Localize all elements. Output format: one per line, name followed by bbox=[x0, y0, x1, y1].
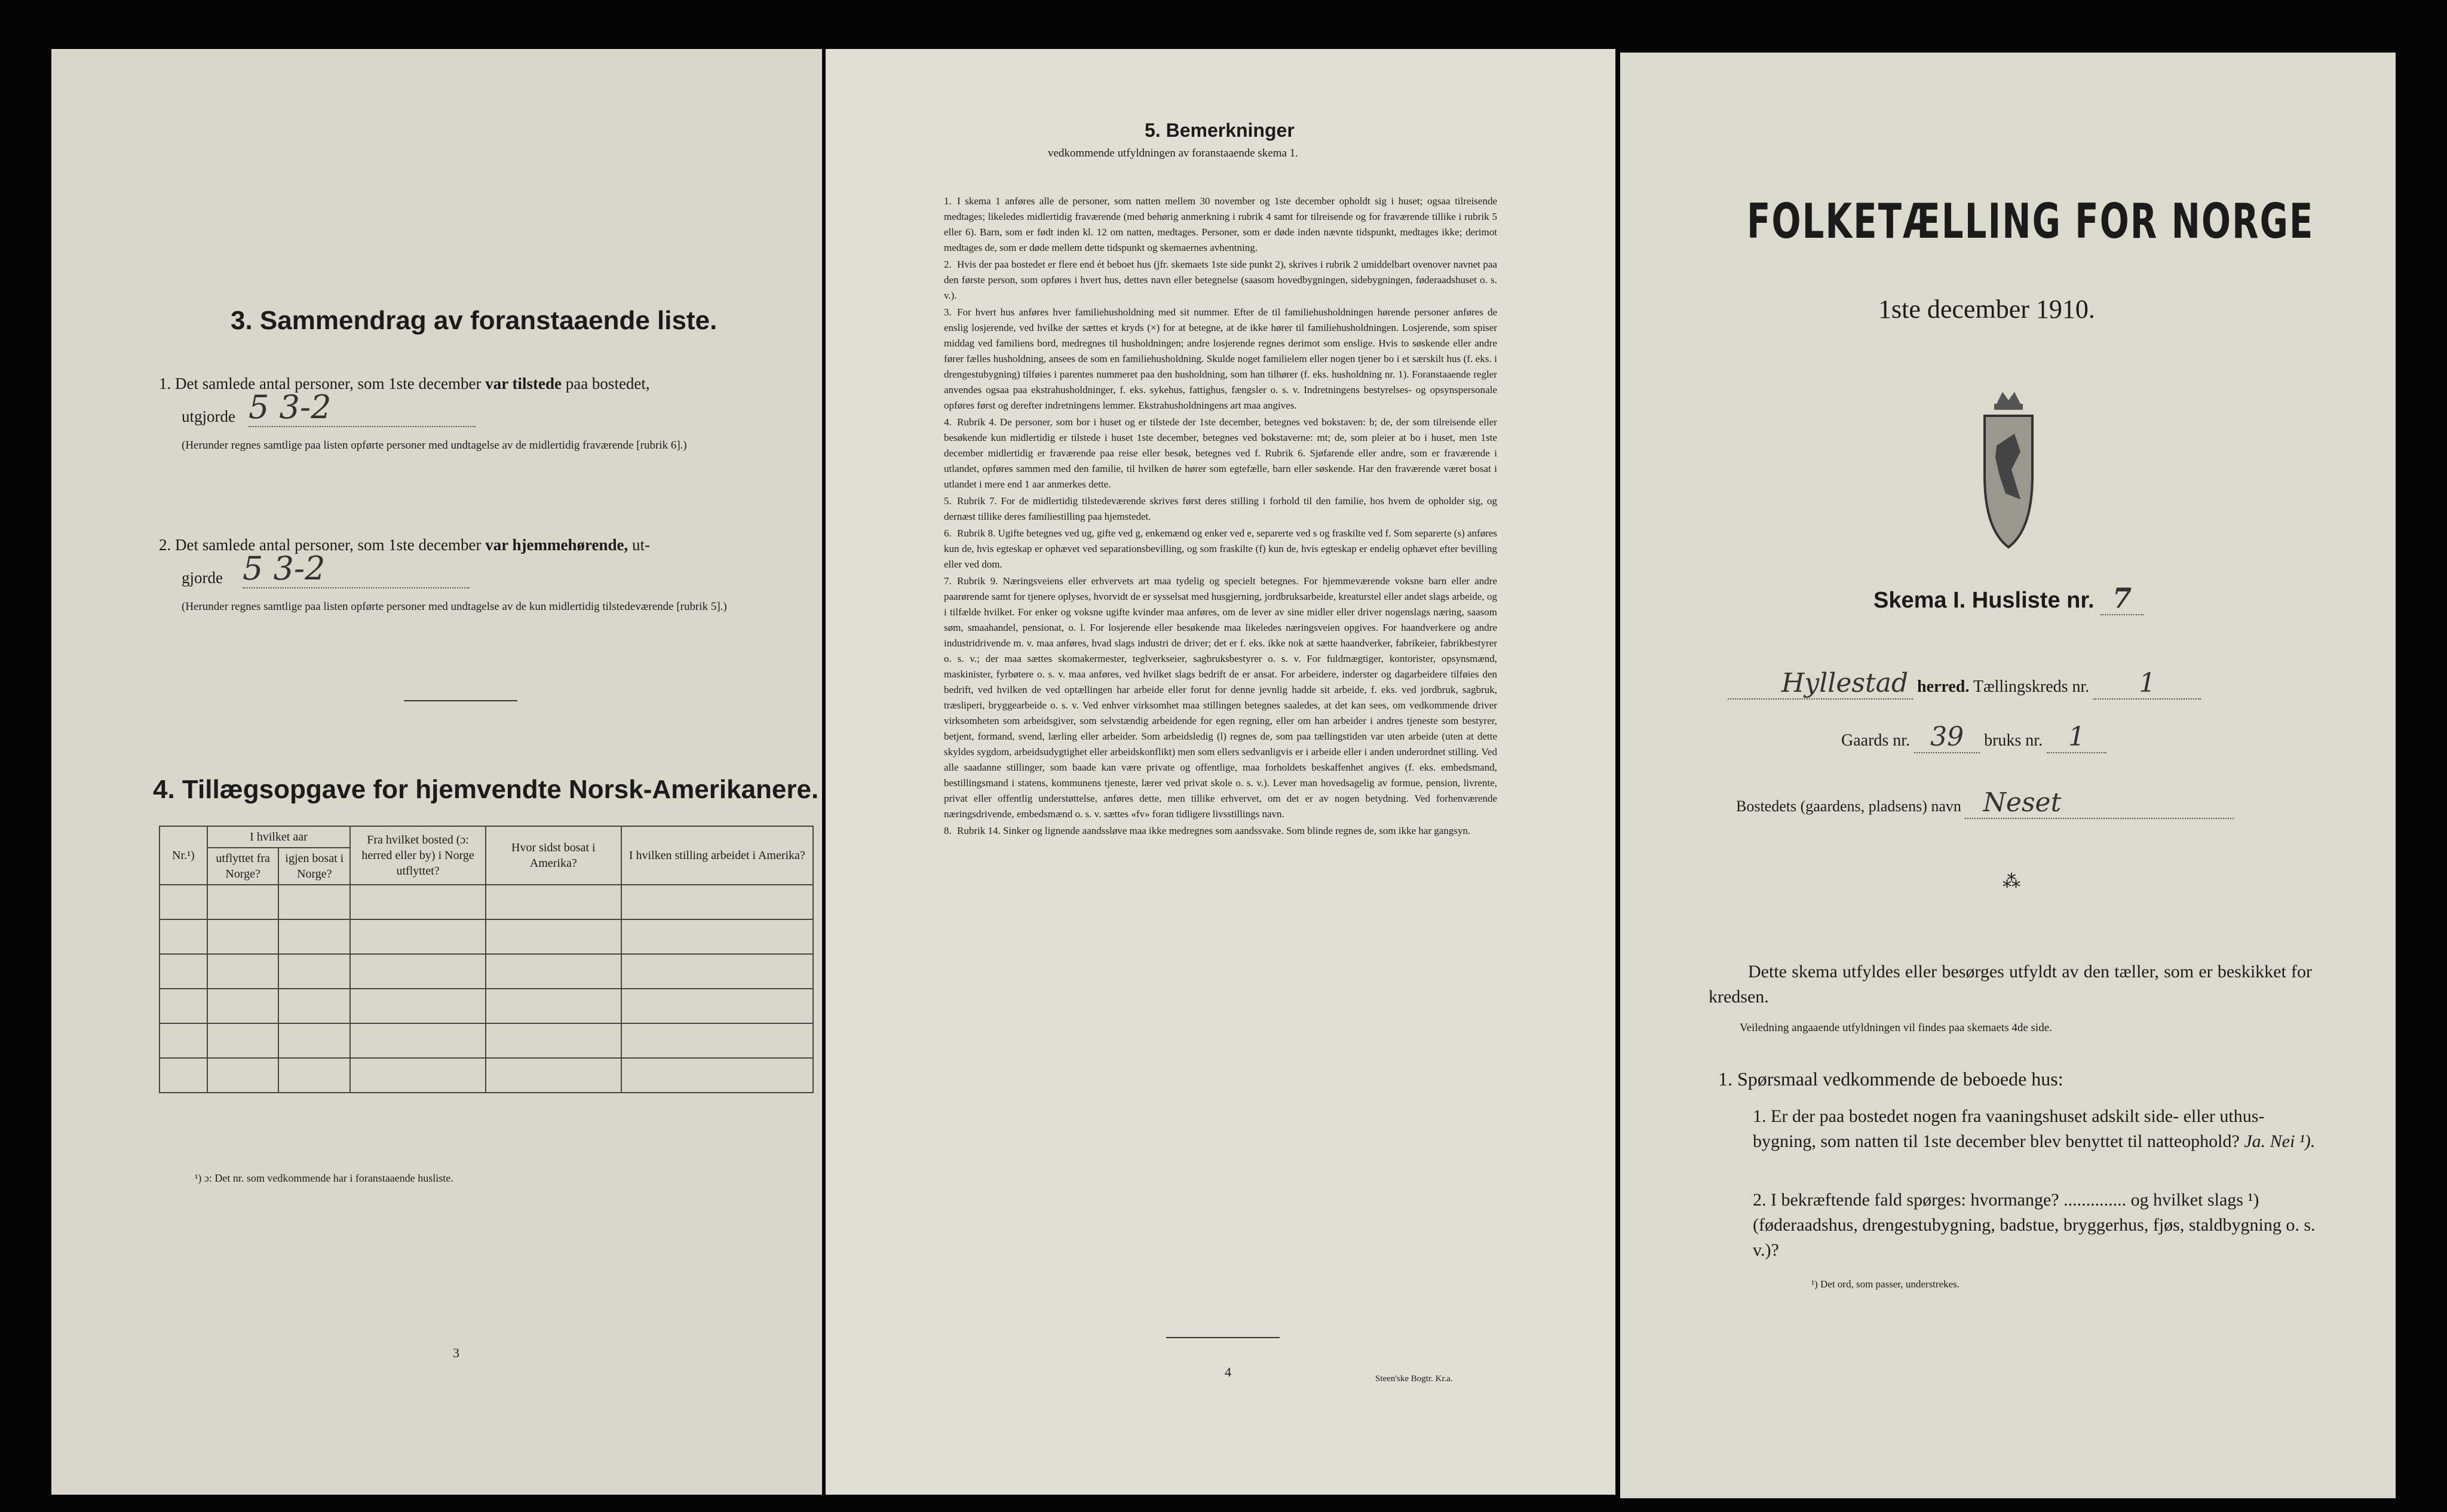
table-row bbox=[160, 1058, 813, 1093]
gaards-value: 39 bbox=[1914, 722, 1980, 753]
herred-row: Hyllestad herred. Tællingskreds nr. 1 bbox=[1728, 668, 2325, 700]
remarks-subtitle: vedkommende utfyldningen av foranstaaende skema 1. bbox=[1048, 147, 1298, 160]
item2-note: (Herunder regnes samtlige paa listen opførte personer med undtagelse av de kun midlertidig tilstedeværende [rubrik 5].) bbox=[182, 600, 727, 613]
census-date: 1ste december 1910. bbox=[1878, 295, 2095, 324]
guide-note: Veiledning angaaende utfyldningen vil findes paa skemaets 4de side. bbox=[1740, 1022, 2052, 1034]
remarks-list bbox=[944, 194, 1497, 840]
item1-utgjorde-label: utgjorde bbox=[182, 407, 235, 425]
bosted-value: Neset bbox=[1965, 787, 2234, 819]
remark-8: 8. Rubrik 14. Sinker og lignende aandssløve maa ikke medregnes som aandssvake. Som blinde regnes de, som ikke har gangsyn. bbox=[944, 825, 1471, 836]
col-stilling: I hvilken stilling arbeidet i Amerika? bbox=[621, 826, 813, 885]
item1-note: (Herunder regnes samtlige paa listen opførte personer med undtagelse av de midlertidig fraværende [rubrik 6].) bbox=[182, 439, 687, 452]
gaards-row: Gaards nr. 39 bruks nr. 1 bbox=[1841, 722, 2106, 753]
page-left bbox=[51, 49, 822, 1495]
remark-4: 4. Rubrik 4. De personer, som bor i huset og er tilstede der 1ste december, betegnes ved bokstaven: b; de, der som tilreisende eller besøkende kun midlertidig er tilstede i huset 1ste december, betegnes ved bokstaverne: mt; de, som pleier at bo i huset, men 1ste december midlertidig er fraværende paa reise eller besøk, betegnes ved f. Rubrik 6. Sjøfarende eller andre, som er fraværende i utlandet, opføres sammen med den familie, til hvilken de hører som egtefælle, barn eller søskende. Har den fraværende været bosat i utlandet i mere end 1 aar anmerkes dette. bbox=[944, 416, 1497, 490]
table-row bbox=[160, 954, 813, 989]
page-number-4: 4 bbox=[1225, 1364, 1231, 1379]
question-1: 1. Er der paa bostedet nogen fra vaaningshuset adskilt side- eller uthus-bygning, som natten til 1ste december blev benyttet til natteophold? Ja. Nei ¹). bbox=[1753, 1106, 2316, 1151]
section4-footnote: ¹) ɔ: Det nr. som vedkommende har i foranstaaende husliste. bbox=[195, 1172, 453, 1184]
remark-5: 5. Rubrik 7. For de midlertidig tilstedeværende skrives først deres stilling i forhold til den familie, hos hvem de opholder sig, og dernæst tillike deres familiestilling paa hjemstedet. bbox=[944, 495, 1497, 522]
page-number-3: 3 bbox=[453, 1345, 459, 1360]
coat-of-arms-icon bbox=[1979, 380, 2038, 559]
herred-value: Hyllestad bbox=[1728, 668, 1913, 700]
printer-mark: Steen'ske Bogtr. Kr.a. bbox=[1375, 1374, 1453, 1384]
instruction-text: Dette skema utfyldes eller besørges utfyldt av den tæller, som er beskikket for kredsen. bbox=[1709, 962, 2312, 1007]
question-2: 2. I bekræftende fald spørges: hvormange? .............. og hvilket slags ¹) (føderaadshus, drengestubygning, badstue, bryggerhus, fjøs, staldbygning o. s. v.)? bbox=[1753, 1190, 2316, 1260]
remark-7: 7. Rubrik 9. Næringsveiens eller erhvervets art maa tydelig og specielt betegnes. For hjemmeværende voksne barn eller andre paarørende samt for tjenere oplyses, hvorvidt de er sysselsat med husgjerning, jordbruksarbeide, kreaturstel eller andet slags arbeide, og i tilfælde hvilket. For enker og voksne ugifte kvinder maa anføres, om de lever av sine midler eller driver nogenslags næring, saasom søm, smaahandel, pensionat, o. l. For losjerende eller besøkende maa likeledes næringsveien opgives. For haandverkere og andre industridrivende m. v. maa anføres, hvad slags industri de driver; det er f. eks. ikke nok at sætte haandverker, fabrikeier, fabrikbestyrer o. s. v.; der maa sættes skomakermester, teglverkseier, sagbruksbestyrer o. s. v. For fuldmægtiger, kontorister, opsynsmænd, maskinister, fyrbøtere o. s. v. maa anføres, ved hvilket slags bedrift de er ansat. For arbeidere, inderster og dagarbeidere tilføies den bedrift, ved hvilken de ved optællingen har arbeide eller forut for denne jevnlig hadde sit arbeide, f. eks. ved jordbruk, sagbruk, træsliperi, bryggearbeide o. s. v. Ved enhver virksomhet maa stillingen betegnes saaledes, at det kan sees, om vedkommende driver virksomheten som arbeidsgiver, som selvstændig arbeidende for egen regning, eller om han arbeider i andres tjeneste som bestyrer, betjent, formand, svend, lærling eller arbeider. Som arbeidsledig (l) regnes de, som paa tællingstiden var uten arbeide (uten at dette skyldes sygdom, arbeidsudygtighet eller arbeidskonflikt) men som ellers sedvanligvis er i arbeide eller i anden underordnet stilling. Ved alle saadanne stillinger, som baade kan være private og offentlige, maa forholdets beskaffenhet angives (f. eks. embedsmand, bestillingsmand i statens, kommunens tjeneste, lærer ved privat skole o. s. v.). Lever man hovedsagelig av formue, pension, livrente, privat eller offentlig understøttelse, anføres dette, men tillike erhvervet, om det er av nogen betydning. Ved forhenværende næringsdrivende, embedsmænd o. s. v. sættes «fv» foran tidligere livsstillings navn. bbox=[944, 575, 1497, 820]
divider bbox=[404, 700, 517, 701]
ornament: ⁂ bbox=[2003, 872, 2020, 891]
divider bbox=[1166, 1337, 1280, 1338]
census-title: FOLKETÆLLING FOR NORGE bbox=[1747, 194, 2314, 249]
remark-1: 1. I skema 1 anføres alle de personer, som natten mellem 30 november og 1ste december opholdt sig i huset; ogsaa tilreisende medtages; likeledes midlertidig fraværende (med behørig anmerkning i rubrik 4 samt for tilreisende og for fraværende tillike i rubrik 5 eller 6). Barn, som er født inden kl. 12 om natten, medtages. Personer, som er døde inden nævnte tidspunkt, medtages ikke; derimot medtages de, som er døde mellem dette tidspunkt og skemaernes avhentning. bbox=[944, 195, 1497, 253]
section3-item1: 1. Det samlede antal personer, som 1ste december var tilstede paa bostedet, bbox=[159, 375, 650, 392]
page-right bbox=[1620, 53, 2396, 1498]
right-footnote: ¹) Det ord, som passer, understrekes. bbox=[1811, 1278, 1960, 1290]
col-group-year: I hvilket aar bbox=[207, 826, 350, 848]
col-utflyttet: utflyttet fra Norge? bbox=[207, 848, 279, 885]
col-fra: Fra hvilket bosted (ɔ: herred eller by) i Norge utflyttet? bbox=[350, 826, 486, 885]
item2-handwritten-value: 5 3-2 bbox=[243, 550, 470, 588]
table-row bbox=[160, 919, 813, 954]
section4-title: 4. Tillægsopgave for hjemvendte Norsk-Amerikanere. bbox=[153, 775, 819, 804]
table-row bbox=[160, 989, 813, 1023]
table-row bbox=[160, 1023, 813, 1058]
item1-handwritten-value: 5 3-2 bbox=[249, 388, 476, 427]
remark-6: 6. Rubrik 8. Ugifte betegnes ved ug, gifte ved g, enkemænd og enker ved e, separerte ved s og fraskilte ved f. Som separerte (s) anføres kun de, hvis egteskap er ophævet ved separationsbevilling, og som fraskilte (f) kun de, hvis egteskap er endelig ophævet efter bevilling eller ved dom. bbox=[944, 527, 1498, 570]
remark-3: 3. For hvert hus anføres hver familiehusholdning med sit nummer. Efter de til familiehusholdningen hørende personer anføres de enslig losjerende, ved hvilke der sættes et kryds (×) for at betegne, at de ikke hører til familiehusholdningen. Losjerende, som spiser middag ved familiens bord, medregnes til husholdningen; andre losjerende regnes derimot som enslige. Hvis to søskende eller andre fører fælles husholdning, ansees de som en familiehusholdning. Skulde noget familielem eller nogen tjener bo i et særskilt hus (f. eks. i drengestubygning) tilføies i parentes nummeret paa den husholdning, som han tilhører (f. eks. husholdning nr. 1). Foranstaaende regler anvendes ogsaa paa ekstrahusholdninger, f. eks. sykehus, fattighus, fængsler o. s. v. Indretningens bestyrelses- og opsynspersonale opføres først og derefter indretningens lemmer. Ekstrahusholdningens art maa angives. bbox=[944, 306, 1497, 411]
questions-heading: 1. Spørsmaal vedkommende de beboede hus: bbox=[1718, 1068, 2063, 1090]
norsk-amerikanere-table bbox=[159, 826, 814, 1093]
section3-title: 3. Sammendrag av foranstaaende liste. bbox=[231, 306, 717, 335]
col-hvor: Hvor sidst bosat i Amerika? bbox=[486, 826, 621, 885]
bruks-value: 1 bbox=[2047, 722, 2106, 753]
remark-2: 2. Hvis der paa bostedet er flere end ét beboet hus (jfr. skemaets 1ste side punkt 2), skrives i rubrik 2 umiddelbart ovenover navnet paa den første person, som opføres i hvert hus, dettes navn eller betegnelse (saasom hovedbygningen, sidebygningen, føderaadshuset o. s. v.). bbox=[944, 259, 1497, 301]
col-igjen: igjen bosat i Norge? bbox=[278, 848, 350, 885]
section3-item2: 2. Det samlede antal personer, som 1ste december var hjemmehørende, ut- bbox=[159, 536, 650, 554]
taellingskreds-value: 1 bbox=[2093, 668, 2201, 700]
schema-label: Skema I. Husliste nr. 7 bbox=[1873, 582, 2144, 614]
col-nr: Nr.¹) bbox=[160, 826, 207, 885]
husliste-nr-value: 7 bbox=[2101, 582, 2144, 615]
page-middle bbox=[826, 49, 1615, 1495]
remarks-title: 5. Bemerkninger bbox=[1145, 119, 1295, 141]
bosted-row: Bostedets (gaardens, pladsens) navn Neset bbox=[1736, 787, 2234, 819]
item2-gjorde-label: gjorde bbox=[182, 569, 223, 587]
table-row bbox=[160, 885, 813, 919]
